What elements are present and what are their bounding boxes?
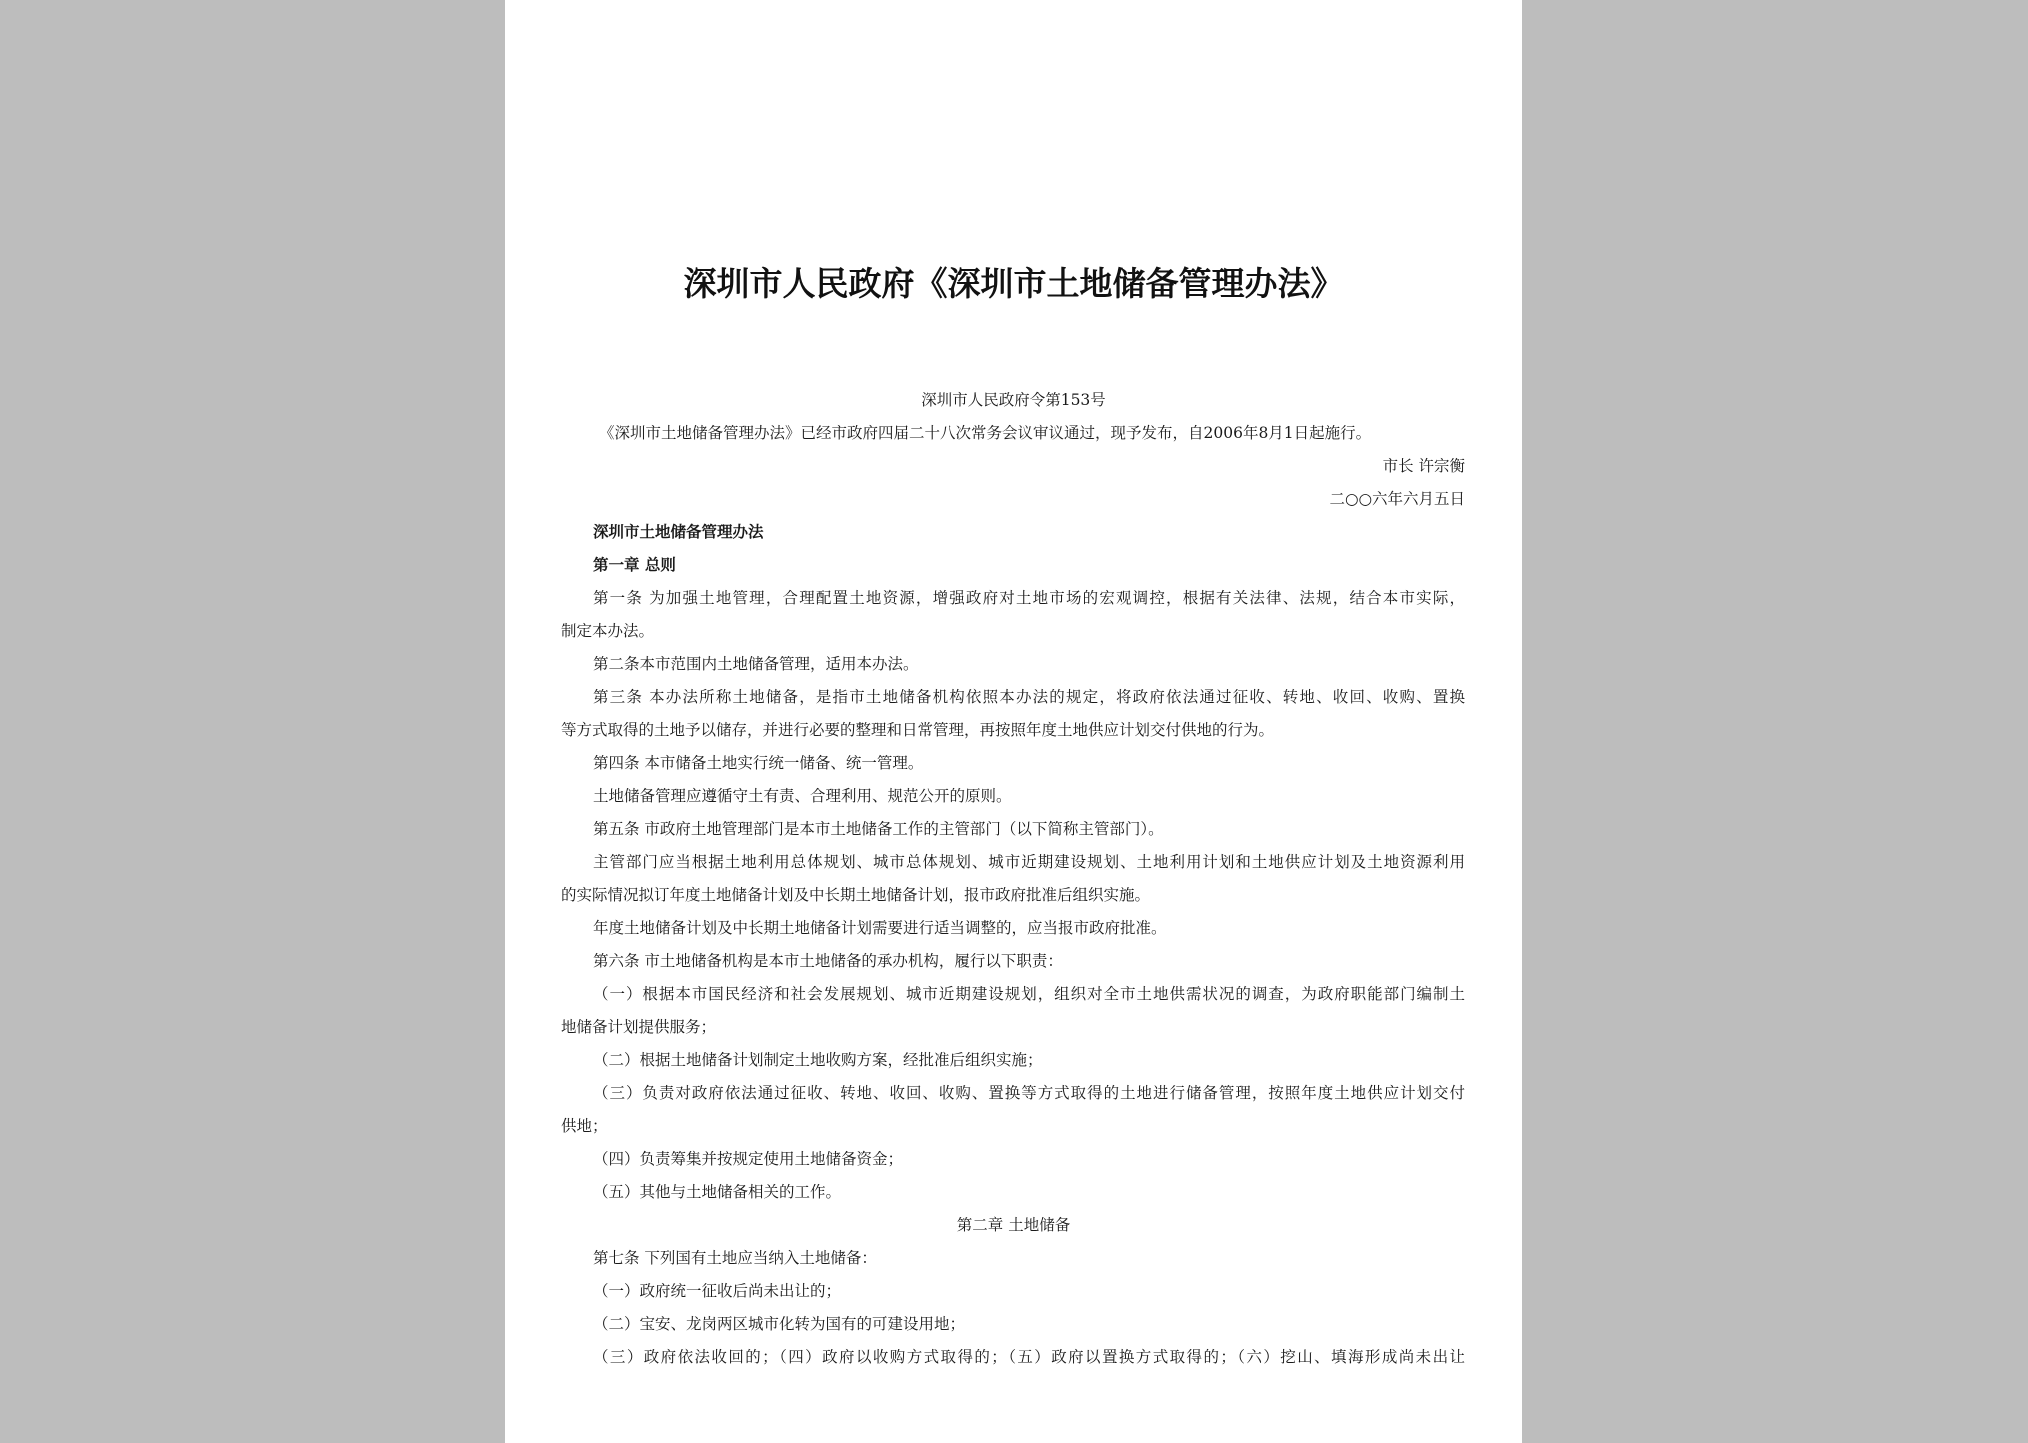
list-item: （五）其他与土地储备相关的工作。: [593, 1183, 842, 1201]
article-text: 土地储备管理应遵循守土有责、合理利用、规范公开的原则。: [593, 787, 1012, 805]
document-page: [505, 0, 1522, 1443]
document-heading: 深圳市土地储备管理办法: [593, 522, 764, 541]
list-item: （四）负责筹集并按规定使用土地储备资金；: [593, 1150, 904, 1168]
article-text: 的实际情况拟订年度土地储备计划及中长期土地储备计划，报市政府批准后组织实施。: [561, 886, 1151, 904]
article-text: 年度土地储备计划及中长期土地储备计划需要进行适当调整的，应当报市政府批准。: [593, 919, 1167, 937]
article-text: 第七条 下列国有土地应当纳入土地储备：: [593, 1249, 877, 1267]
article-text: 第四条 本市储备土地实行统一储备、统一管理。: [593, 754, 924, 772]
signatory: 市长 许宗衡: [1382, 457, 1465, 475]
article-text: 第二条本市范围内土地储备管理，适用本办法。: [593, 655, 919, 673]
article-text: 第三条 本办法所称土地储备，是指市土地储备机构依照本办法的规定，将政府依法通过征收、转地、收回、收购、置换: [593, 688, 1465, 706]
list-item: 供地；: [561, 1117, 608, 1135]
list-item: （二）根据土地储备计划制定土地收购方案，经批准后组织实施；: [593, 1051, 1043, 1069]
document-title: 深圳市人民政府《深圳市土地储备管理办法》: [683, 264, 1344, 303]
list-item: （一）根据本市国民经济和社会发展规划、城市近期建设规划，组织对全市土地供需状况的调查，为政府职能部门编制土: [593, 985, 1465, 1003]
article-text: 制定本办法。: [561, 622, 655, 640]
article-text: 第六条 市土地储备机构是本市土地储备的承办机构，履行以下职责：: [593, 952, 1063, 970]
order-number: 深圳市人民政府令第153号: [921, 391, 1106, 409]
promulgation-text: 《深圳市土地储备管理办法》已经市政府四届二十八次常务会议审议通过，现予发布，自2006年8月1日起施行。: [599, 424, 1372, 442]
chapter-heading: 第一章 总则: [593, 555, 676, 574]
article-text: 第一条 为加强土地管理，合理配置土地资源，增强政府对土地市场的宏观调控，根据有关法律、法规，结合本市实际，: [593, 589, 1465, 607]
issue-date: 二○○六年六月五日: [1329, 490, 1465, 508]
list-item: （三）政府依法收回的；（四）政府以收购方式取得的；（五）政府以置换方式取得的；（六）挖山、填海形成尚未出让: [593, 1348, 1465, 1366]
list-item: （二）宝安、龙岗两区城市化转为国有的可建设用地；: [593, 1315, 966, 1333]
list-item: （一）政府统一征收后尚未出让的；: [593, 1282, 842, 1300]
list-item: （三）负责对政府依法通过征收、转地、收回、收购、置换等方式取得的土地进行储备管理，按照年度土地供应计划交付: [593, 1084, 1465, 1102]
article-text: 主管部门应当根据土地利用总体规划、城市总体规划、城市近期建设规划、土地利用计划和土地供应计划及土地资源利用: [593, 853, 1465, 871]
article-text: 第五条 市政府土地管理部门是本市土地储备工作的主管部门（以下简称主管部门）。: [593, 820, 1164, 838]
chapter-heading: 第二章 土地储备: [956, 1216, 1071, 1234]
article-text: 等方式取得的土地予以储存，并进行必要的整理和日常管理，再按照年度土地供应计划交付供地的行为。: [561, 721, 1275, 739]
list-item: 地储备计划提供服务；: [561, 1018, 717, 1036]
